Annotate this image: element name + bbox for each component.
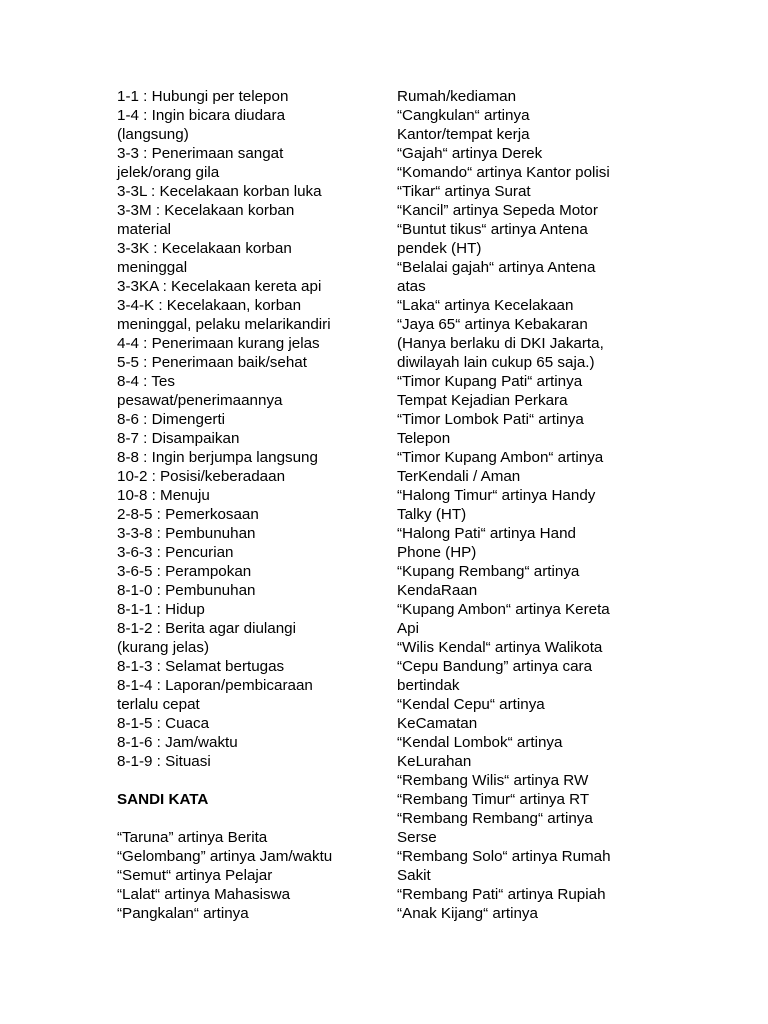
text-line: 3-4-K : Kecelakaan, korban: [117, 297, 302, 314]
text-line: “Belalai gajah“ artinya Antena: [397, 259, 596, 276]
text-line: “Rembang Rembang“ artinya: [397, 810, 593, 827]
text-line: (kurang jelas): [117, 639, 210, 656]
text-line: “Rembang Wilis“ artinya RW: [397, 772, 589, 789]
text-line: Rumah/kediaman: [397, 88, 517, 105]
text-line: 5-5 : Penerimaan baik/sehat: [117, 354, 307, 371]
text-line: TerKendali / Aman: [397, 468, 521, 485]
text-line: “Rembang Solo“ artinya Rumah: [397, 848, 611, 865]
text-line: 4-4 : Penerimaan kurang jelas: [117, 335, 320, 352]
text-line: meninggal, pelaku melarikandiri: [117, 316, 331, 333]
text-line: Kantor/tempat kerja: [397, 126, 530, 143]
text-line: 3-6-5 : Perampokan: [117, 563, 252, 580]
text-line: 8-1-3 : Selamat bertugas: [117, 658, 285, 675]
text-line: “Timor Kupang Ambon“ artinya: [397, 449, 604, 466]
text-line: “Kupang Rembang“ artinya: [397, 563, 580, 580]
right-column: [397, 87, 652, 923]
text-line: KendaRaan: [397, 582, 478, 599]
text-line: 3-3K : Kecelakaan korban: [117, 240, 292, 257]
text-line: terlalu cepat: [117, 696, 200, 713]
text-line: “Komando“ artinya Kantor polisi: [397, 164, 610, 181]
text-line: 8-8 : Ingin berjumpa langsung: [117, 449, 318, 466]
text-line: 8-1-4 : Laporan/pembicaraan: [117, 677, 313, 694]
text-line: material: [117, 221, 172, 238]
text-line: “Lalat“ artinya Mahasiswa: [117, 886, 291, 903]
text-line: Serse: [397, 829, 437, 846]
text-line: 8-1-9 : Situasi: [117, 753, 211, 770]
text-line: 3-3 : Penerimaan sangat: [117, 145, 284, 162]
text-line: 8-1-2 : Berita agar diulangi: [117, 620, 296, 637]
text-line: 2-8-5 : Pemerkosaan: [117, 506, 259, 523]
text-line: bertindak: [397, 677, 460, 694]
text-line: 8-1-5 : Cuaca: [117, 715, 210, 732]
text-line: KeLurahan: [397, 753, 472, 770]
text-line: “Semut“ artinya Pelajar: [117, 867, 273, 884]
text-line: 8-6 : Dimengerti: [117, 411, 226, 428]
text-line: “Laka“ artinya Kecelakaan: [397, 297, 574, 314]
text-line: “Pangkalan“ artinya: [117, 905, 249, 922]
text-line: “Rembang Pati“ artinya Rupiah: [397, 886, 606, 903]
spacer: [117, 809, 372, 828]
text-line: 3-3KA : Kecelakaan kereta api: [117, 278, 322, 295]
text-line: meninggal: [117, 259, 188, 276]
text-line: 1-1 : Hubungi per telepon: [117, 88, 289, 105]
text-line: 3-6-3 : Pencurian: [117, 544, 234, 561]
text-line: 1-4 : Ingin bicara diudara: [117, 107, 286, 124]
text-line: “Halong Timur“ artinya Handy: [397, 487, 596, 504]
text-line: (langsung): [117, 126, 189, 143]
text-line: “Kendal Cepu“ artinya: [397, 696, 545, 713]
text-line: atas: [397, 278, 426, 295]
left-column: [117, 87, 372, 923]
word-code-list: [117, 828, 372, 923]
text-line: Telepon: [397, 430, 451, 447]
text-line: 8-1-6 : Jam/waktu: [117, 734, 238, 751]
text-line: 10-2 : Posisi/keberadaan: [117, 468, 286, 485]
text-line: “Kendal Lombok“ artinya: [397, 734, 563, 751]
text-line: 8-1-0 : Pembunuhan: [117, 582, 256, 599]
text-line: “Tikar“ artinya Surat: [397, 183, 531, 200]
text-line: “Wilis Kendal“ artinya Walikota: [397, 639, 603, 656]
text-line: “Jaya 65“ artinya Kebakaran: [397, 316, 588, 333]
text-line: pesawat/penerimaannya: [117, 392, 283, 409]
text-line: “Anak Kijang“ artinya: [397, 905, 538, 922]
text-line: “Cepu Bandung” artinya cara: [397, 658, 593, 675]
text-line: 8-1-1 : Hidup: [117, 601, 205, 618]
text-line: “Kancil” artinya Sepeda Motor: [397, 202, 598, 219]
text-line: (Hanya berlaku di DKI Jakarta,: [397, 335, 604, 352]
text-line: “Kupang Ambon“ artinya Kereta: [397, 601, 610, 618]
spacer: [117, 771, 372, 790]
text-line: “Halong Pati“ artinya Hand: [397, 525, 576, 542]
text-line: “Buntut tikus“ artinya Antena: [397, 221, 588, 238]
text-line: Talky (HT): [397, 506, 467, 523]
text-line: jelek/orang gila: [117, 164, 220, 181]
section-heading: SANDI KATA: [117, 791, 209, 808]
text-line: Api: [397, 620, 419, 637]
text-line: 10-8 : Menuju: [117, 487, 210, 504]
code-list: [117, 87, 372, 771]
text-line: Phone (HP): [397, 544, 477, 561]
text-line: “Gelombang” artinya Jam/waktu: [117, 848, 333, 865]
text-line: “Gajah“ artinya Derek: [397, 145, 543, 162]
text-line: “Timor Lombok Pati“ artinya: [397, 411, 584, 428]
text-line: 3-3M : Kecelakaan korban: [117, 202, 295, 219]
text-line: 3-3L : Kecelakaan korban luka: [117, 183, 322, 200]
text-line: Sakit: [397, 867, 431, 884]
text-line: 8-7 : Disampaikan: [117, 430, 240, 447]
word-code-list-continued: [397, 87, 652, 923]
text-line: 3-3-8 : Pembunuhan: [117, 525, 256, 542]
text-line: pendek (HT): [397, 240, 482, 257]
text-line: “Timor Kupang Pati“ artinya: [397, 373, 583, 390]
text-line: “Cangkulan“ artinya: [397, 107, 530, 124]
text-line: diwilayah lain cukup 65 saja.): [397, 354, 595, 371]
text-line: “Taruna” artinya Berita: [117, 829, 268, 846]
text-line: 8-4 : Tes: [117, 373, 175, 390]
text-line: Tempat Kejadian Perkara: [397, 392, 568, 409]
text-line: KeCamatan: [397, 715, 478, 732]
text-line: “Rembang Timur“ artinya RT: [397, 791, 590, 808]
